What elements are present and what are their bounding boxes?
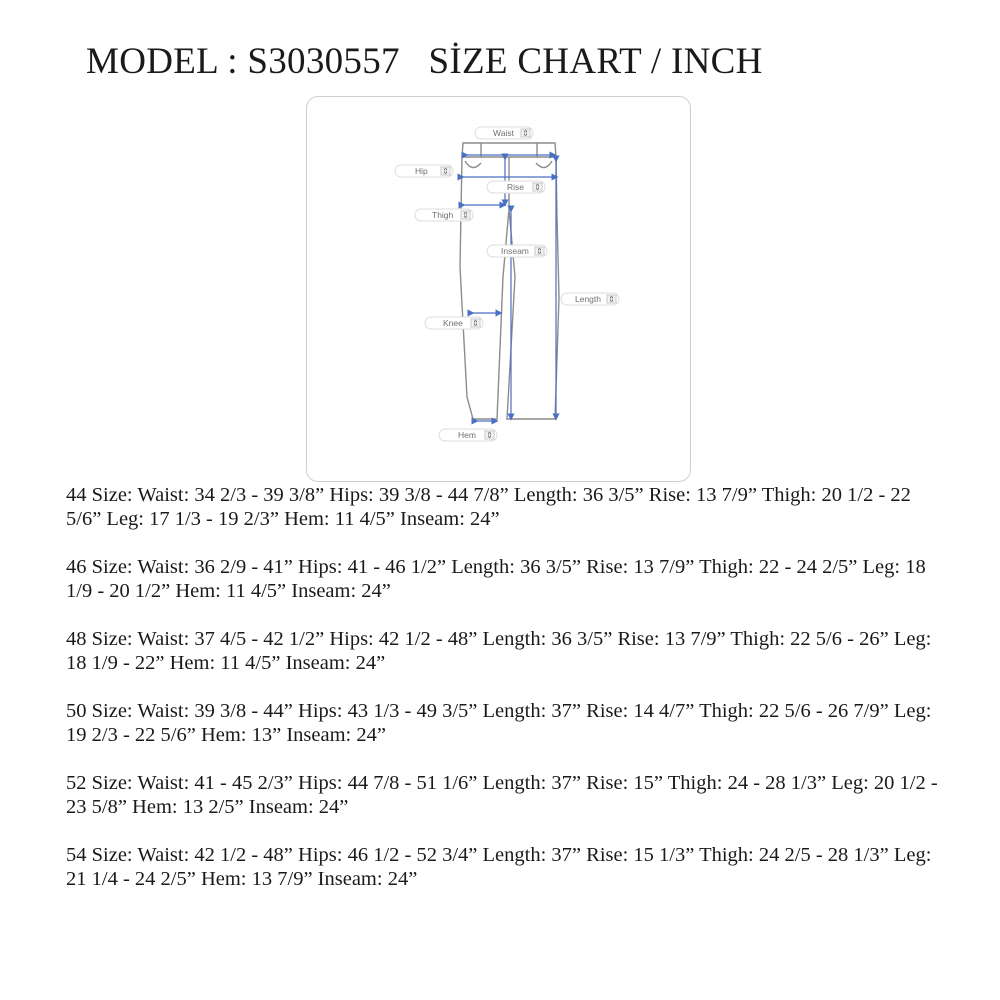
length-value: Length: 36 3/5”	[513, 484, 644, 506]
label-hip	[395, 165, 453, 177]
inseam-value: Inseam: 24”	[248, 796, 349, 818]
size-entry-44	[66, 483, 946, 531]
length-value: Length: 37”	[482, 700, 582, 722]
hem-value: Hem: 13 7/9”	[200, 868, 313, 890]
hips-value: Hips: 41 - 46 1/2”	[298, 556, 447, 578]
thigh-value: Thigh: 24 - 28 1/3”	[667, 772, 827, 794]
pants-measurement-diagram	[306, 96, 691, 482]
waist-value: Waist: 42 1/2 - 48”	[137, 844, 293, 866]
leg-value: Leg: 20 1/2 - 23 5/8”	[66, 772, 938, 818]
pants-diagram-svg	[307, 97, 692, 483]
waist-value: Waist: 36 2/9 - 41”	[137, 556, 293, 578]
inseam-value: Inseam: 24”	[285, 652, 386, 674]
label-inseam	[487, 245, 547, 257]
inseam-value: Inseam: 24”	[291, 580, 391, 602]
size-measurements-list	[66, 483, 946, 915]
leg-value: Leg: 21 1/4 - 24 2/5”	[66, 844, 932, 890]
leg-value: Leg: 18 1/9 - 22”	[66, 628, 932, 674]
waist-value: Waist: 39 3/8 - 44”	[137, 700, 293, 722]
leg-value: Leg: 18 1/9 - 20 1/2”	[66, 556, 926, 602]
size-label: 48 Size:	[66, 628, 133, 650]
waist-value: Waist: 41 - 45 2/3”	[137, 772, 293, 794]
leg-value: Leg: 17 1/3 - 19 2/3”	[106, 508, 279, 530]
rise-value: Rise: 13 7/9”	[586, 556, 695, 578]
svg-text:⇕: ⇕	[486, 430, 494, 440]
inseam-value: Inseam: 24”	[286, 724, 386, 746]
svg-text:⇕: ⇕	[608, 294, 616, 304]
hips-value: Hips: 39 3/8 - 44 7/8”	[329, 484, 509, 506]
thigh-value: Thigh: 22 - 24 2/5”	[699, 556, 858, 578]
size-entry-48	[66, 627, 946, 675]
waist-value: Waist: 34 2/3 - 39 3/8”	[137, 484, 325, 506]
size-label: 50 Size:	[66, 700, 133, 722]
inseam-value: Inseam: 24”	[400, 508, 500, 530]
label-hem	[439, 429, 497, 441]
length-value: Length: 37”	[482, 772, 582, 794]
label-waist-text: Waist	[493, 128, 514, 138]
size-label: 54 Size:	[66, 844, 133, 866]
label-inseam-text: Inseam	[501, 246, 529, 256]
length-value: Length: 37”	[482, 844, 582, 866]
rise-value: Rise: 14 4/7”	[586, 700, 695, 722]
svg-text:⇕: ⇕	[522, 128, 530, 138]
page-title: MODEL : S3030557 SİZE CHART / INCH	[86, 41, 763, 82]
size-entry-46	[66, 555, 946, 603]
svg-text:⇕: ⇕	[462, 210, 470, 220]
hips-value: Hips: 43 1/3 - 49 3/5”	[298, 700, 478, 722]
label-knee-text: Knee	[443, 318, 463, 328]
inseam-value: Inseam: 24”	[317, 868, 418, 890]
size-entry-50	[66, 699, 946, 747]
svg-text:⇕: ⇕	[534, 182, 542, 192]
label-hem-text: Hem	[458, 430, 476, 440]
svg-text:⇕: ⇕	[536, 246, 544, 256]
label-rise-text: Rise	[507, 182, 525, 192]
size-label: 44 Size:	[66, 484, 133, 506]
thigh-value: Thigh: 20 1/2 - 22 5/6”	[66, 484, 911, 530]
waist-value: Waist: 37 4/5 - 42 1/2”	[137, 628, 325, 650]
hips-value: Hips: 42 1/2 - 48”	[329, 628, 478, 650]
leg-value: Leg: 19 2/3 - 22 5/6”	[66, 700, 932, 746]
rise-value: Rise: 15 1/3”	[586, 844, 695, 866]
thigh-value: Thigh: 24 2/5 - 28 1/3”	[699, 844, 889, 866]
thigh-value: Thigh: 22 5/6 - 26”	[730, 628, 889, 650]
label-length-text: Length	[575, 294, 601, 304]
hips-value: Hips: 46 1/2 - 52 3/4”	[298, 844, 478, 866]
rise-value: Rise: 15”	[586, 772, 664, 794]
length-value: Length: 36 3/5”	[451, 556, 581, 578]
label-knee	[425, 317, 483, 329]
svg-text:⇕: ⇕	[442, 166, 450, 176]
rise-value: Rise: 13 7/9”	[648, 484, 757, 506]
hem-value: Hem: 13”	[200, 724, 282, 746]
size-label: 52 Size:	[66, 772, 133, 794]
size-label: 46 Size:	[66, 556, 133, 578]
label-thigh	[415, 209, 473, 221]
hem-value: Hem: 13 2/5”	[132, 796, 244, 818]
hips-value: Hips: 44 7/8 - 51 1/6”	[298, 772, 478, 794]
hem-value: Hem: 11 4/5”	[175, 580, 287, 602]
length-value: Length: 36 3/5”	[482, 628, 613, 650]
label-length	[561, 293, 619, 305]
label-rise	[487, 181, 545, 193]
thigh-value: Thigh: 22 5/6 - 26 7/9”	[699, 700, 889, 722]
hem-value: Hem: 11 4/5”	[284, 508, 395, 530]
size-entry-52	[66, 771, 946, 819]
svg-text:⇕: ⇕	[472, 318, 480, 328]
size-entry-54	[66, 843, 946, 891]
label-hip-text: Hip	[415, 166, 428, 176]
rise-value: Rise: 13 7/9”	[617, 628, 726, 650]
hem-value: Hem: 11 4/5”	[169, 652, 281, 674]
label-waist	[475, 127, 533, 139]
label-thigh-text: Thigh	[432, 210, 454, 220]
